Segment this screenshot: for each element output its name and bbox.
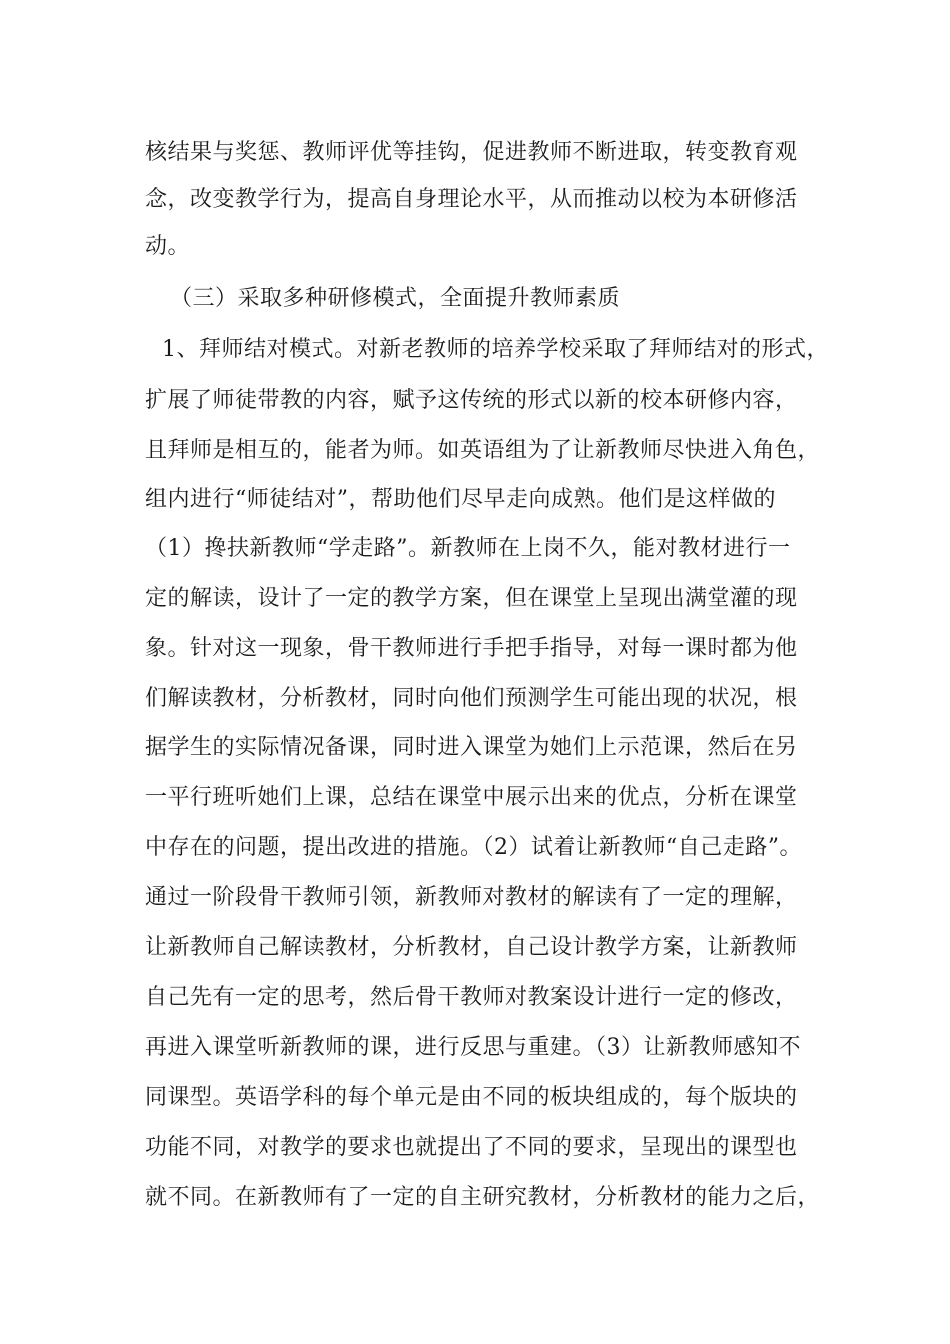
text-line: 1、拜师结对模式。对新老教师的培养学校采取了拜师结对的形式，: [162, 337, 829, 362]
text-line: 一平行班听她们上课，总结在课堂中展示出来的优点，分析在课堂: [145, 785, 798, 810]
text-line: 据学生的实际情况备课，同时进入课堂为她们上示范课，然后在另: [145, 735, 798, 760]
text-line: 组内进行“师徒结对”，帮助他们尽早走向成熟。他们是这样做的: [145, 487, 776, 512]
text-line: （1）搀扶新教师“学走路”。新教师在上岗不久，能对教材进行一: [145, 536, 791, 561]
text-line: 中存在的问题，提出改进的措施。（2）试着让新教师“自己走路”。: [145, 835, 802, 860]
text-line: 通过一阶段骨干教师引领，新教师对教材的解读有了一定的理解，: [145, 885, 798, 910]
text-line: 就不同。在新教师有了一定的自主研究教材，分析教材的能力之后，: [145, 1185, 821, 1210]
section-heading: （三）采取多种研修模式，全面提升教师素质: [170, 286, 621, 311]
text-line: 功能不同，对教学的要求也就提出了不同的要求，呈现出的课型也: [145, 1135, 798, 1160]
text-line: 动。: [145, 234, 191, 259]
text-line: 们解读教材，分析教材，同时向他们预测学生可能出现的状况，根: [145, 686, 798, 711]
text-line: 让新教师自己解读教材，分析教材，自己设计教学方案，让新教师: [145, 935, 798, 960]
text-line: 同课型。英语学科的每个单元是由不同的板块组成的，每个版块的: [145, 1085, 798, 1110]
text-line: 扩展了师徒带教的内容，赋予这传统的形式以新的校本研修内容，: [145, 388, 798, 413]
text-line: 定的解读，设计了一定的教学方案，但在课堂上呈现出满堂灌的现: [145, 586, 798, 611]
text-line: 自己先有一定的思考，然后骨干教师对教案设计进行一定的修改，: [145, 985, 798, 1010]
text-line: 象。针对这一现象，骨干教师进行手把手指导，对每一课时都为他: [145, 636, 798, 661]
text-line: 核结果与奖惩、教师评优等挂钩，促进教师不断进取，转变教育观: [145, 140, 798, 165]
text-line: 念，改变教学行为，提高自身理论水平，从而推动以校为本研修活: [145, 187, 798, 212]
text-line: 再进入课堂听新教师的课，进行反思与重建。（3）让新教师感知不: [145, 1035, 801, 1060]
text-line: 且拜师是相互的，能者为师。如英语组为了让新教师尽快进入角色，: [145, 438, 821, 463]
